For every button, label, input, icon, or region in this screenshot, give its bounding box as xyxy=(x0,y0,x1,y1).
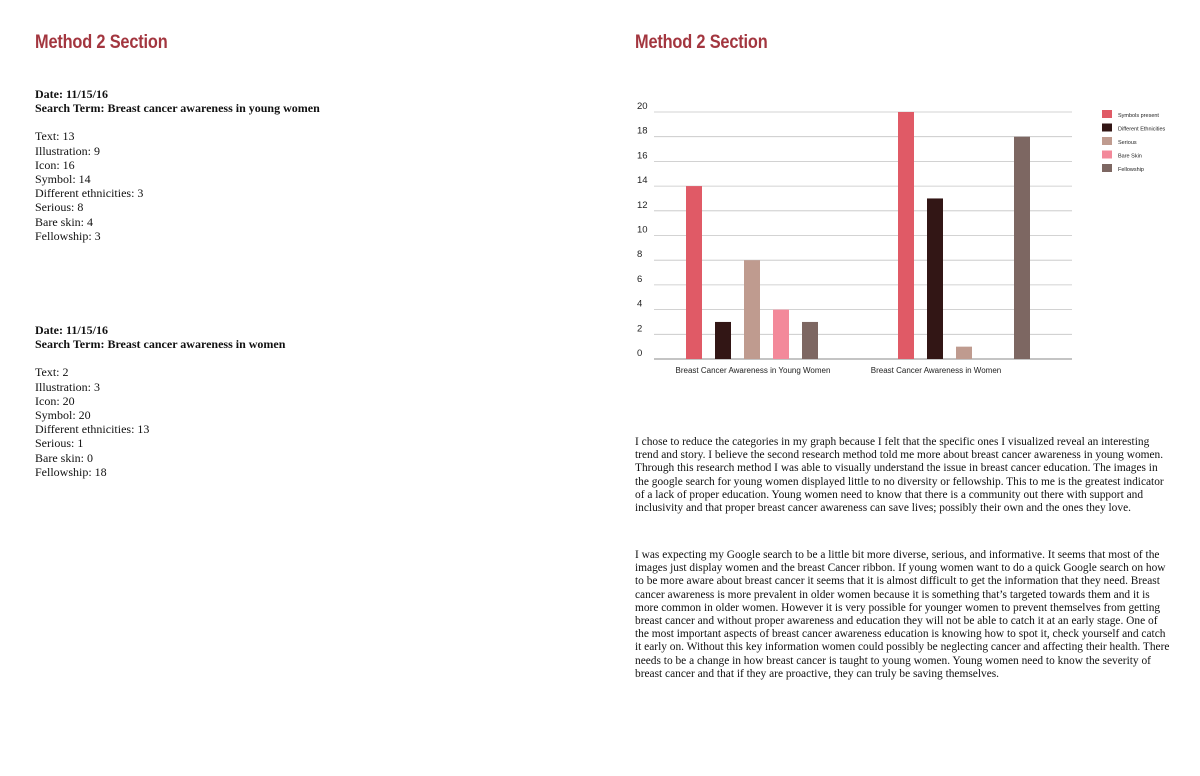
legend-swatch xyxy=(1102,137,1112,145)
y-tick-label: 12 xyxy=(637,199,648,211)
bar-symbols-present xyxy=(898,112,914,359)
search-date: Date: 11/15/16 xyxy=(35,87,108,101)
legend-label: Different Ethnicities xyxy=(1118,126,1166,133)
count-item: Illustration: 3 xyxy=(35,379,100,394)
count-item: Serious: 1 xyxy=(35,436,84,451)
count-item: Illustration: 9 xyxy=(35,143,100,158)
search-block-young-women xyxy=(35,87,320,243)
legend-label: Serious xyxy=(1118,140,1137,146)
y-tick-label: 4 xyxy=(637,298,643,310)
bar-fellowship xyxy=(802,322,818,359)
bar-fellowship xyxy=(1014,137,1030,359)
x-category-label: Breast Cancer Awareness in Young Women xyxy=(675,366,831,375)
y-tick-label: 2 xyxy=(637,323,643,335)
count-list xyxy=(35,129,320,243)
count-item: Fellowship: 18 xyxy=(35,464,107,479)
count-item: Text: 13 xyxy=(35,129,75,144)
legend-label: Bare Skin xyxy=(1118,153,1142,160)
y-tick-label: 20 xyxy=(637,101,648,112)
count-item: Bare skin: 4 xyxy=(35,214,93,229)
body-paragraph-1: I chose to reduce the categories in my graph because I felt that the specific ones I visualized reveal an interesting trend and story. I believe the second research method told me more about breast cancer awareness in young women. Through this research method I was able to visually understand the issue in breast cancer education. The images in the google search for young women displayed little to no diversity or fellowship. This to me is the greatest indicator of a lack of proper education. Young women need to know that there is a community out there with support and inclusivity and that proper breast cancer awareness can save lives; possibly their own and the ones they love. xyxy=(635,436,1164,515)
count-item: Symbol: 14 xyxy=(35,172,91,187)
legend-swatch xyxy=(1102,124,1112,132)
count-item: Different ethnicities: 3 xyxy=(35,186,144,201)
body-paragraph-2: I was expecting my Google search to be a little bit more diverse, serious, and informative. It seems that most of the images just display women and the breast Cancer ribbon. If young women want to do a quick Google search on how to be more aware about breast cancer it seems that it is almost difficult to get the information that they need. Breast cancer awareness is more prevalent in older women because it is something that’s targeted towards them and it is more common in older women. However it is very possible for younger women to prevent themselves from getting breast cancer and without proper awareness and education they will not be able to catch it at an early stage. One of the most important aspects of breast cancer awareness education is knowing how to spot it, check yourself and catch it early on. Without this key information women could possibly be neglecting cancer and affecting their health. There needs to be a change in how breast cancer is taught to young women. Young women need to know the severity of breast cancer and that if they are proactive, they can truly be saving themselves. xyxy=(635,549,1170,680)
right-section-title: Method 2 Section xyxy=(635,32,768,53)
y-tick-label: 18 xyxy=(637,125,648,137)
y-tick-label: 10 xyxy=(637,224,648,236)
bar-bare-skin xyxy=(773,310,789,359)
legend-swatch xyxy=(1102,110,1112,118)
bar-serious xyxy=(956,347,972,359)
count-item: Fellowship: 3 xyxy=(35,228,101,243)
bar-serious xyxy=(744,260,760,359)
count-item: Symbol: 20 xyxy=(35,408,91,423)
y-tick-label: 14 xyxy=(637,175,648,187)
bar-chart xyxy=(630,95,1175,385)
count-item: Text: 2 xyxy=(35,365,69,380)
bar-symbols-present xyxy=(686,186,702,359)
y-tick-label: 16 xyxy=(637,150,648,162)
count-item: Icon: 16 xyxy=(35,157,75,172)
bar-different-ethnicities xyxy=(715,322,731,359)
legend-swatch xyxy=(1102,164,1112,172)
x-category-label: Breast Cancer Awareness in Women xyxy=(870,366,1002,375)
search-term: Search Term: Breast cancer awareness in women xyxy=(35,337,286,352)
search-date: Date: 11/15/16 xyxy=(35,323,108,337)
count-item: Serious: 8 xyxy=(35,200,84,215)
y-tick-label: 6 xyxy=(637,273,643,285)
count-item: Different ethnicities: 13 xyxy=(35,422,150,437)
count-item: Icon: 20 xyxy=(35,393,75,408)
legend-label: Symbols present xyxy=(1118,113,1159,119)
count-list xyxy=(35,365,285,479)
bar-different-ethnicities xyxy=(927,198,943,359)
y-tick-label: 8 xyxy=(637,249,643,261)
search-block-women xyxy=(35,323,285,479)
legend-label: Fellowship xyxy=(1118,167,1144,173)
y-tick-label: 0 xyxy=(637,348,643,359)
legend-swatch xyxy=(1102,151,1112,159)
count-item: Bare skin: 0 xyxy=(35,450,93,465)
search-term: Search Term: Breast cancer awareness in young women xyxy=(35,101,320,116)
left-section-title: Method 2 Section xyxy=(35,32,168,53)
